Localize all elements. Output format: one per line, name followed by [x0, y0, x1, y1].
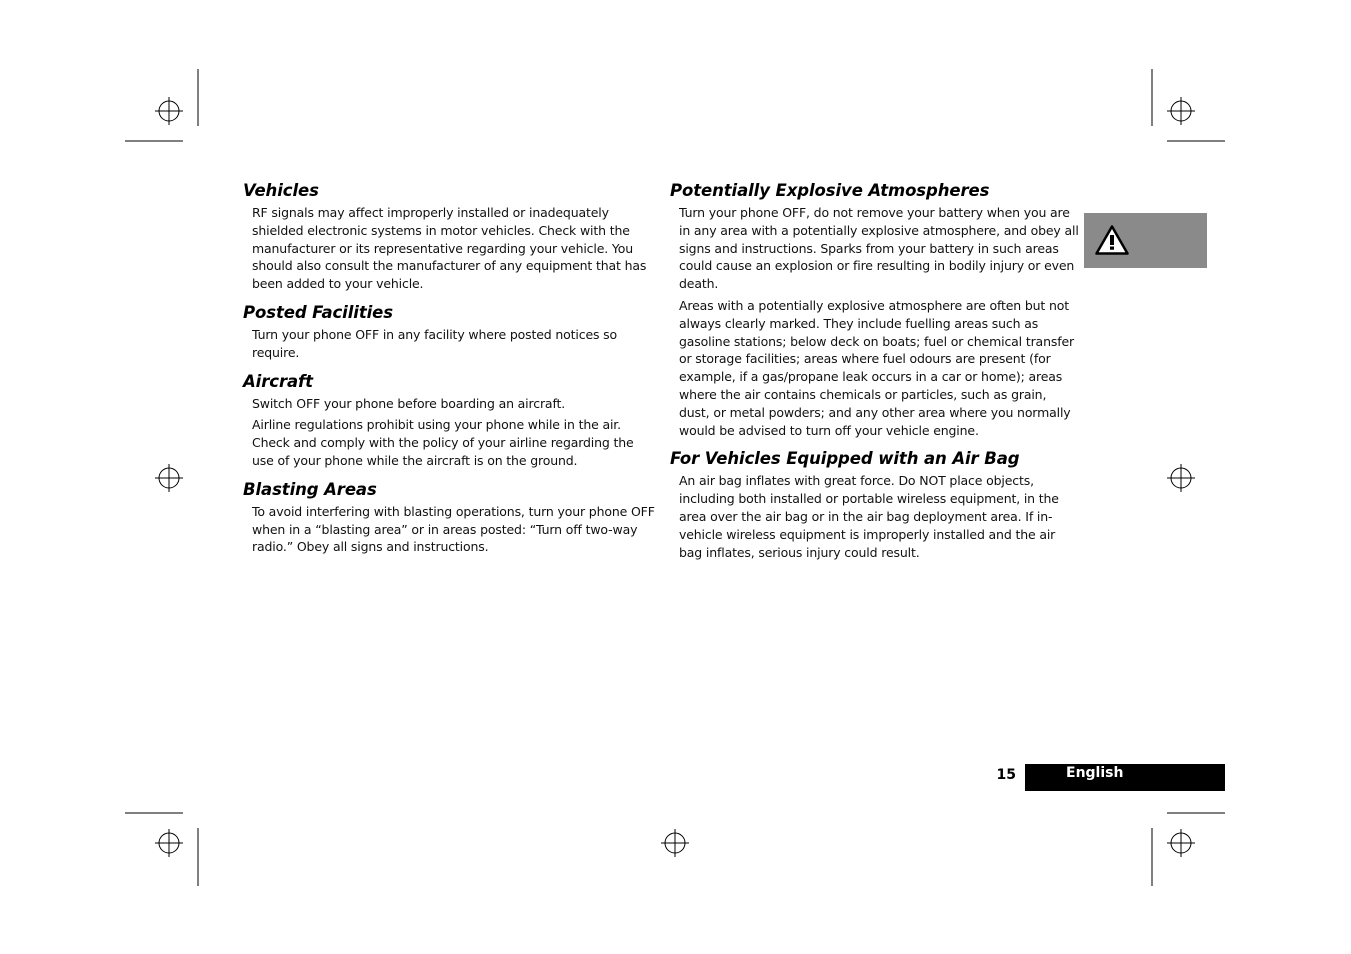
page-number: 15	[996, 767, 1016, 783]
registration-mark-middle-left	[155, 464, 183, 492]
warning-triangle-icon	[1095, 225, 1129, 255]
registration-mark-top-right	[1167, 97, 1195, 125]
registration-mark-bottom-left	[155, 829, 183, 857]
registration-mark-bottom-right	[1167, 829, 1195, 857]
paragraph: Airline regulations prohibit using your phone while in the air. Check and comply with the policy of your airline regarding the use of your phone while the aircraft is on the ground.	[252, 417, 634, 468]
paragraph: To avoid interfering with blasting operations, turn your phone OFF when in a “blasting area” or in areas posted: “Turn off two-way radio.” Obey all signs and instructions.	[252, 503, 655, 555]
paragraph: An air bag inflates with great force. Do NOT place objects, including both installed or portable wireless equipment, in the area over the air bag or in the air bag deployment area. If in-vehicle wireless equipment is improperly installed and the air bag inflates, serious injury could result.	[679, 473, 1059, 560]
language-label: English	[1066, 765, 1124, 781]
language-tab	[1025, 764, 1225, 791]
paragraph: Switch OFF your phone before boarding an aircraft.	[252, 395, 566, 411]
registration-mark-middle-right	[1167, 464, 1195, 492]
section-vehicles	[243, 180, 655, 293]
heading-air-bag: For Vehicles Equipped with an Air Bag	[670, 449, 1020, 469]
heading-explosive-atmospheres: Potentially Explosive Atmospheres	[670, 181, 990, 200]
paragraph: Areas with a potentially explosive atmosphere are often but not always clearly marked. They include fuelling areas such as gasoline stations; below deck on boats; fuel or chemical transfer or storage facilities; areas where fuel odours are present (for example, if a gas/propane leak occurs in a car or home); areas where the air contains chemicals or particles, such as grain, dust, or metal powders; and any other area where you normally would be advised to turn off your vehicle engine.	[679, 297, 1074, 438]
paragraph: RF signals may affect improperly installed or inadequately shielded electronic systems in motor vehicles. Check with the manufacturer or its representative regarding your vehicle. You should also consult the manufacturer of any equipment that has been added to your vehicle.	[252, 205, 647, 292]
section-explosive-atmospheres	[670, 180, 1080, 439]
registration-mark-top-left	[155, 97, 183, 125]
section-air-bag	[670, 448, 1080, 561]
paragraph: Turn your phone OFF in any facility where posted notices so require.	[252, 326, 618, 360]
heading-blasting-areas: Blasting Areas	[243, 479, 377, 499]
paragraph: Turn your phone OFF, do not remove your battery when you are in any area with a potentially explosive atmosphere, and obey all signs and instructions. Sparks from your battery in such areas could cause an explosion or fire resulting in bodily injury or even death.	[679, 205, 1079, 292]
left-column	[243, 180, 655, 565]
heading-vehicles: Vehicles	[243, 181, 319, 200]
heading-posted-facilities: Posted Facilities	[243, 302, 393, 322]
heading-aircraft: Aircraft	[243, 371, 313, 391]
section-posted-facilities	[243, 302, 655, 362]
registration-mark-bottom-center	[661, 829, 689, 857]
section-aircraft	[243, 371, 655, 470]
warning-box	[1084, 213, 1207, 268]
right-column	[670, 180, 1080, 570]
section-blasting-areas	[243, 479, 655, 556]
